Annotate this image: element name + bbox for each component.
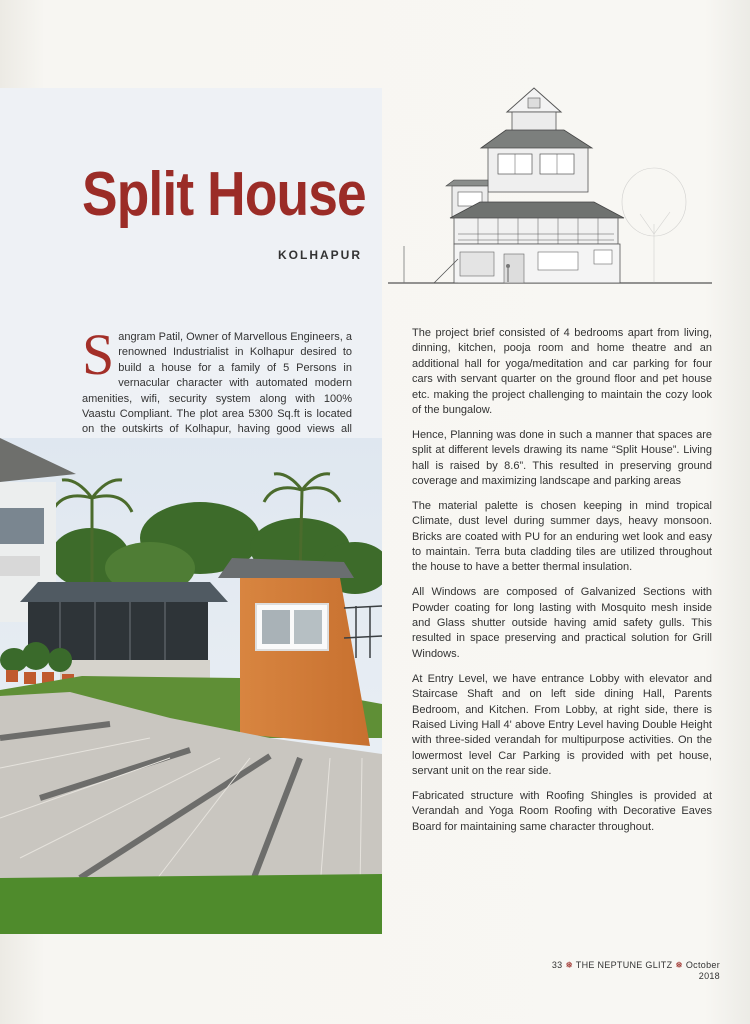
body-paragraph: Fabricated structure with Roofing Shingles is provided at Verandah and Yoga Room Roofing with Decorative Eaves Board for maintaining same character throughout.: [412, 789, 712, 833]
body-paragraph: At Entry Level, we have entrance Lobby with elevator and Staircase Shaft and on left side dining Hall, Parents Bedroom, and Kitchen. From Lobby, at right side, there is Raised Living Hall 4' above Entry Level having Double Height with three-sided verandah for multipurpose activities. On the lowermost level Car Parking is provided with pet house, servant unit on the rear side.: [412, 672, 712, 778]
body-paragraph: The material palette is chosen keeping in mind tropical Climate, dust level during summer days, heavy monsoon. Bricks are coated with PU for an enduring wet look and easy to maintain. Terra buta cladding tiles are utilized throughout the house to have a better thermal insulation.: [412, 499, 712, 574]
house-photograph: [0, 438, 382, 934]
body-paragraph: The project brief consisted of 4 bedrooms apart from living, dinning, kitchen, pooja room and home theatre and an additional hall for yoga/meditation and car parking for four cars with servant quarter on the ground floor and pet house etc. making the project challenging to maintain the cozy look of the bungalow.: [412, 327, 712, 417]
page-number: 33: [551, 960, 563, 970]
magazine-name: THE NEPTUNE GLITZ: [575, 960, 673, 970]
elevation-drawing: [388, 84, 712, 290]
intro-paragraph: [82, 322, 352, 453]
page-footer: [540, 960, 720, 981]
intro-text: angram Patil, Owner of Marvellous Engineers, a renowned Industrialist in Kolhapur desired to build a house for a family of 5 Persons in vernacular character with automated modern amenities, wifi, security system along with 100% Vaastu Compliant. The plot area 5300 Sq.ft is located on the outskirts of Kolhapur, having good views all: [82, 331, 352, 436]
article-title: Split House: [82, 160, 366, 229]
separator-icon: ❅: [565, 960, 574, 970]
article-body: [412, 326, 712, 845]
issue-date: October 2018: [685, 960, 720, 981]
drop-cap: S: [82, 322, 115, 387]
separator-icon: ❅: [675, 960, 684, 970]
body-paragraph: All Windows are composed of Galvanized Sections with Powder coating for long lasting with Mosquito mesh inside and Glass shutter outside having amid safety gulls. This resulted in space preserving and practical solution for Grill Windows.: [412, 586, 712, 660]
article-location: KOLHAPUR: [278, 248, 362, 262]
body-paragraph: Hence, Planning was done in such a manner that spaces are split at different levels drawing its name “Split House”. Living hall is raised by 8.6”. This resulted in preserving ground coverage and maximizing landscape and parking areas: [412, 428, 712, 488]
